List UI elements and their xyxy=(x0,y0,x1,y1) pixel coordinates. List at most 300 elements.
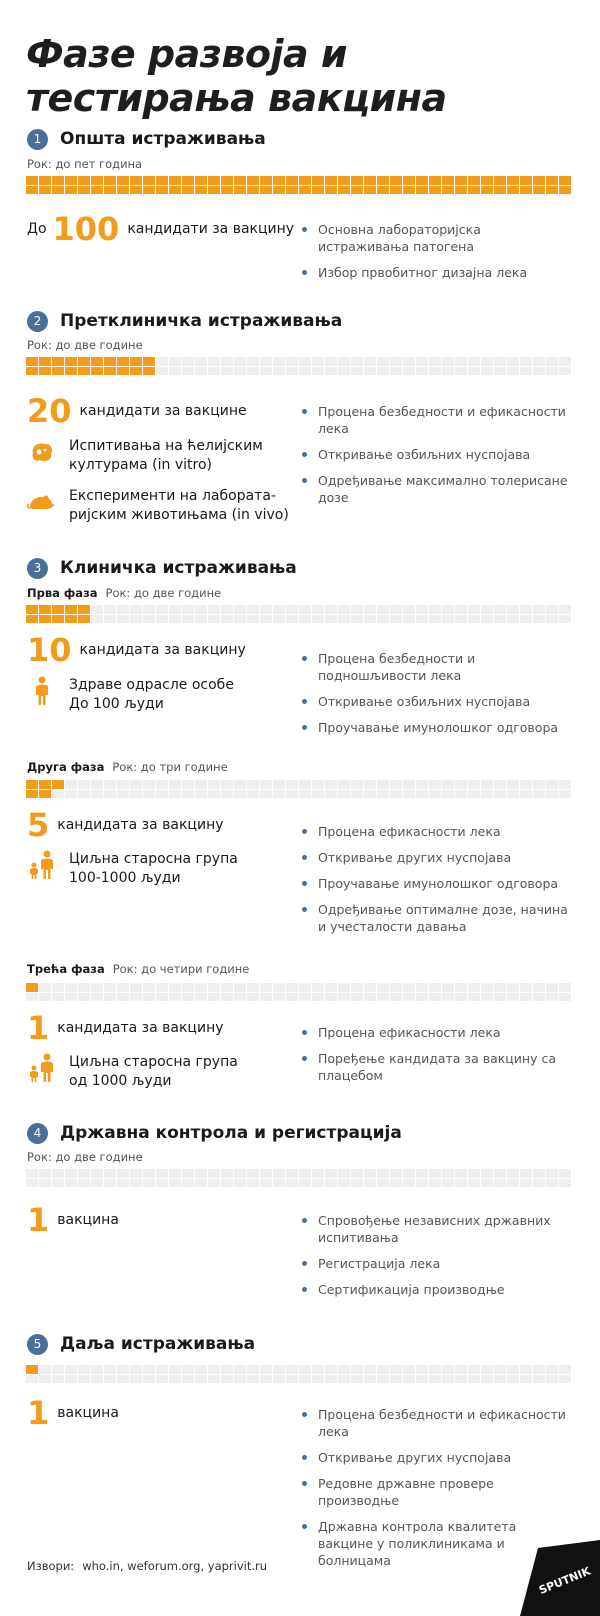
grid-cell xyxy=(273,780,285,789)
count-number: 20 xyxy=(27,392,72,430)
grid-cell xyxy=(143,186,155,195)
grid-cell xyxy=(26,176,38,185)
grid-cell xyxy=(325,357,337,366)
grid-cell xyxy=(351,780,363,789)
grid-cell xyxy=(234,186,246,195)
logo-text: SPUTNIK xyxy=(537,1564,593,1597)
grid-cell xyxy=(338,993,350,1002)
grid-cell xyxy=(260,605,272,614)
grid-cell xyxy=(286,357,298,366)
grid-cell xyxy=(494,605,506,614)
count-label: вакцина xyxy=(57,1212,119,1228)
grid-cell xyxy=(377,1169,389,1178)
grid-cell xyxy=(208,780,220,789)
grid-cell xyxy=(455,357,467,366)
grid-cell xyxy=(104,605,116,614)
grid-cell xyxy=(364,1169,376,1178)
grid-cell xyxy=(546,186,558,195)
list-item: Редовне државне провере производње xyxy=(302,1475,572,1509)
sputnik-logo xyxy=(520,1540,600,1616)
grid-cell xyxy=(221,367,233,376)
grid-cell xyxy=(286,1179,298,1188)
sources xyxy=(27,1559,267,1573)
grid-cell xyxy=(390,1365,402,1374)
grid-cell xyxy=(78,983,90,992)
grid-cell xyxy=(78,176,90,185)
term-label: Рок: до пет година xyxy=(27,157,143,171)
grid-cell xyxy=(208,983,220,992)
grid-cell xyxy=(286,1169,298,1178)
grid-cell xyxy=(507,983,519,992)
grid-cell xyxy=(429,780,441,789)
grid-cell xyxy=(325,367,337,376)
participant-group xyxy=(27,1053,239,1091)
grid-cell xyxy=(429,983,441,992)
grid-cell xyxy=(39,615,51,624)
grid-cell xyxy=(312,993,324,1002)
grid-cell xyxy=(117,1375,129,1384)
phase-name: Трећа фаза xyxy=(27,962,105,976)
grid-cell xyxy=(234,1169,246,1178)
grid-cell xyxy=(364,780,376,789)
grid-cell xyxy=(468,983,480,992)
grid-cell xyxy=(325,993,337,1002)
grid-cell xyxy=(273,605,285,614)
grid-cell xyxy=(143,993,155,1002)
grid-cell xyxy=(260,357,272,366)
grid-cell xyxy=(156,1375,168,1384)
grid-cell xyxy=(286,993,298,1002)
grid-cell xyxy=(208,176,220,185)
grid-cell xyxy=(468,186,480,195)
grid-cell xyxy=(65,1169,77,1178)
grid-cell xyxy=(221,1365,233,1374)
grid-cell xyxy=(429,186,441,195)
grid-cell xyxy=(104,1169,116,1178)
list-item: Процена ефикасности лека xyxy=(302,823,572,840)
grid-cell xyxy=(507,1375,519,1384)
grid-cell xyxy=(533,186,545,195)
grid-cell xyxy=(364,186,376,195)
grid-cell xyxy=(247,186,259,195)
grid-cell xyxy=(364,176,376,185)
grid-cell xyxy=(156,1179,168,1188)
grid-cell xyxy=(286,605,298,614)
step-badge: 3 xyxy=(27,558,48,579)
grid-cell xyxy=(559,780,571,789)
grid-cell xyxy=(494,1365,506,1374)
list-item: Поређење кандидата за вакцину са плацебом xyxy=(302,1050,572,1084)
grid-cell xyxy=(455,1169,467,1178)
grid-cell xyxy=(312,605,324,614)
grid-cell xyxy=(364,790,376,799)
grid-cell xyxy=(325,1169,337,1178)
grid-cell xyxy=(39,1375,51,1384)
grid-cell xyxy=(91,1179,103,1188)
grid-cell xyxy=(78,186,90,195)
grid-cell xyxy=(481,176,493,185)
grid-cell xyxy=(221,790,233,799)
grid-cell xyxy=(273,790,285,799)
grid-cell xyxy=(520,605,532,614)
grid-cell xyxy=(338,176,350,185)
grid-cell xyxy=(26,780,38,789)
grid-cell xyxy=(104,1365,116,1374)
grid-cell xyxy=(286,615,298,624)
grid-cell xyxy=(65,186,77,195)
grid-cell xyxy=(377,1179,389,1188)
adult-person-icon xyxy=(27,676,57,706)
cell-culture-icon xyxy=(27,437,57,467)
grid-cell xyxy=(312,176,324,185)
grid-cell xyxy=(234,1375,246,1384)
grid-cell xyxy=(325,605,337,614)
grid-cell xyxy=(169,605,181,614)
grid-cell xyxy=(325,780,337,789)
grid-cell xyxy=(416,983,428,992)
grid-cell xyxy=(208,615,220,624)
grid-cell xyxy=(39,367,51,376)
list-item: Процена безбедности и ефикасности лека xyxy=(302,1406,572,1440)
grid-cell xyxy=(273,186,285,195)
grid-cell xyxy=(39,1365,51,1374)
grid-cell xyxy=(455,983,467,992)
grid-cell xyxy=(364,1179,376,1188)
grid-cell xyxy=(39,790,51,799)
grid-cell xyxy=(377,605,389,614)
grid-cell xyxy=(377,993,389,1002)
grid-cell xyxy=(390,176,402,185)
grid-cell xyxy=(468,615,480,624)
grid-cell xyxy=(91,1375,103,1384)
grid-cell xyxy=(468,1169,480,1178)
grid-cell xyxy=(325,790,337,799)
grid-cell xyxy=(195,367,207,376)
grid-cell xyxy=(468,176,480,185)
grid-cell xyxy=(260,993,272,1002)
grid-cell xyxy=(234,605,246,614)
grid-cell xyxy=(390,1375,402,1384)
grid-cell xyxy=(143,357,155,366)
grid-cell xyxy=(117,790,129,799)
grid-cell xyxy=(364,357,376,366)
grid-cell xyxy=(182,615,194,624)
grid-cell xyxy=(182,186,194,195)
grid-cell xyxy=(442,605,454,614)
grid-cell xyxy=(195,780,207,789)
phase-1-header xyxy=(27,586,221,600)
grid-cell xyxy=(377,357,389,366)
grid-cell xyxy=(546,176,558,185)
grid-cell xyxy=(156,186,168,195)
grid-cell xyxy=(559,605,571,614)
count-number: 5 xyxy=(27,806,50,844)
grid-cell xyxy=(234,1179,246,1188)
grid-cell xyxy=(403,780,415,789)
grid-cell xyxy=(507,186,519,195)
grid-cell xyxy=(182,1179,194,1188)
grid-cell xyxy=(52,780,64,789)
step-badge: 1 xyxy=(27,129,48,150)
grid-cell xyxy=(559,790,571,799)
grid-cell xyxy=(91,1365,103,1374)
grid-cell xyxy=(26,1169,38,1178)
grid-cell xyxy=(247,983,259,992)
grid-cell xyxy=(104,790,116,799)
grid-cell xyxy=(130,993,142,1002)
lab-mouse-icon xyxy=(27,487,57,517)
grid-cell xyxy=(468,1179,480,1188)
grid-cell xyxy=(286,983,298,992)
grid-cell xyxy=(208,1375,220,1384)
grid-cell xyxy=(403,983,415,992)
grid-cell xyxy=(208,790,220,799)
count-label: кандидати за вакцину xyxy=(127,221,295,237)
grid-cell xyxy=(377,186,389,195)
grid-cell xyxy=(533,357,545,366)
grid-cell xyxy=(52,176,64,185)
grid-cell xyxy=(156,993,168,1002)
grid-cell xyxy=(429,605,441,614)
grid-cell xyxy=(338,1365,350,1374)
grid-cell xyxy=(429,357,441,366)
grid-cell xyxy=(481,790,493,799)
grid-cell xyxy=(416,790,428,799)
grid-cell xyxy=(481,1375,493,1384)
grid-cell xyxy=(65,983,77,992)
grid-cell xyxy=(156,1169,168,1178)
grid-cell xyxy=(481,615,493,624)
count-label: кандидата за вакцину xyxy=(57,1020,224,1036)
grid-cell xyxy=(286,176,298,185)
list-item: Откривање озбиљних нуспојава xyxy=(302,693,572,710)
grid-cell xyxy=(455,1179,467,1188)
grid-cell xyxy=(403,186,415,195)
grid-cell xyxy=(312,1375,324,1384)
grid-cell xyxy=(104,615,116,624)
grid-cell xyxy=(377,367,389,376)
count-prefix: До xyxy=(27,221,47,237)
grid-cell xyxy=(312,1365,324,1374)
grid-cell xyxy=(130,790,142,799)
phase-3-header xyxy=(27,962,249,976)
grid-cell xyxy=(442,367,454,376)
grid-cell xyxy=(533,790,545,799)
grid-cell xyxy=(351,176,363,185)
grid-cell xyxy=(351,186,363,195)
grid-cell xyxy=(533,780,545,789)
grid-cell xyxy=(494,1375,506,1384)
grid-cell xyxy=(169,615,181,624)
grid-cell xyxy=(195,357,207,366)
grid-cell xyxy=(182,790,194,799)
grid-cell xyxy=(273,357,285,366)
grid-cell xyxy=(260,615,272,624)
grid-cell xyxy=(364,1375,376,1384)
grid-cell xyxy=(507,357,519,366)
grid-cell xyxy=(494,780,506,789)
grid-cell xyxy=(312,615,324,624)
grid-cell xyxy=(494,1179,506,1188)
grid-cell xyxy=(78,1365,90,1374)
grid-cell xyxy=(442,186,454,195)
grid-cell xyxy=(351,983,363,992)
grid-cell xyxy=(78,1375,90,1384)
step-badge: 2 xyxy=(27,311,48,332)
grid-cell xyxy=(65,780,77,789)
grid-cell xyxy=(104,367,116,376)
grid-cell xyxy=(299,1365,311,1374)
candidate-count xyxy=(27,394,247,428)
grid-cell xyxy=(195,790,207,799)
grid-cell xyxy=(312,780,324,789)
candidate-count xyxy=(27,212,294,246)
grid-cell xyxy=(91,615,103,624)
grid-cell xyxy=(468,993,480,1002)
grid-cell xyxy=(169,186,181,195)
grid-cell xyxy=(507,1179,519,1188)
progress-grid xyxy=(26,983,572,1001)
grid-cell xyxy=(182,993,194,1002)
grid-cell xyxy=(377,615,389,624)
grid-cell xyxy=(481,983,493,992)
grid-cell xyxy=(455,993,467,1002)
list-item: Одређивање максимално толерисане дозе xyxy=(302,472,572,506)
grid-cell xyxy=(130,605,142,614)
grid-cell xyxy=(520,1179,532,1188)
grid-cell xyxy=(39,1179,51,1188)
grid-cell xyxy=(195,993,207,1002)
grid-cell xyxy=(78,367,90,376)
grid-cell xyxy=(416,176,428,185)
grid-cell xyxy=(52,186,64,195)
grid-cell xyxy=(494,357,506,366)
grid-cell xyxy=(65,605,77,614)
sources-label: Извори: xyxy=(27,1559,75,1573)
grid-cell xyxy=(442,1179,454,1188)
progress-grid xyxy=(26,357,572,375)
participant-group xyxy=(27,676,239,714)
grid-cell xyxy=(78,993,90,1002)
count-number: 1 xyxy=(27,1009,50,1047)
grid-cell xyxy=(260,983,272,992)
grid-cell xyxy=(130,780,142,789)
grid-cell xyxy=(507,993,519,1002)
grid-cell xyxy=(39,176,51,185)
grid-cell xyxy=(377,1375,389,1384)
grid-cell xyxy=(559,176,571,185)
grid-cell xyxy=(143,780,155,789)
activity-list xyxy=(302,1024,572,1093)
grid-cell xyxy=(533,1365,545,1374)
grid-cell xyxy=(221,993,233,1002)
grid-cell xyxy=(247,1179,259,1188)
grid-cell xyxy=(559,1169,571,1178)
progress-grid xyxy=(26,1169,572,1187)
grid-cell xyxy=(52,357,64,366)
grid-cell xyxy=(65,1365,77,1374)
grid-cell xyxy=(221,357,233,366)
grid-cell xyxy=(91,983,103,992)
grid-cell xyxy=(481,780,493,789)
grid-cell xyxy=(39,186,51,195)
grid-cell xyxy=(221,1169,233,1178)
grid-cell xyxy=(208,1169,220,1178)
grid-cell xyxy=(65,1375,77,1384)
grid-cell xyxy=(117,605,129,614)
grid-cell xyxy=(546,790,558,799)
grid-cell xyxy=(273,983,285,992)
grid-cell xyxy=(520,186,532,195)
grid-cell xyxy=(299,186,311,195)
grid-cell xyxy=(520,357,532,366)
grid-cell xyxy=(247,357,259,366)
grid-cell xyxy=(312,790,324,799)
grid-cell xyxy=(104,780,116,789)
grid-cell xyxy=(260,1365,272,1374)
grid-cell xyxy=(169,780,181,789)
grid-cell xyxy=(156,367,168,376)
grid-cell xyxy=(377,983,389,992)
grid-cell xyxy=(455,186,467,195)
grid-cell xyxy=(338,367,350,376)
grid-cell xyxy=(338,357,350,366)
grid-cell xyxy=(377,790,389,799)
section-title: Државна контрола и регистрација xyxy=(60,1123,402,1143)
grid-cell xyxy=(403,1365,415,1374)
grid-cell xyxy=(273,1375,285,1384)
grid-cell xyxy=(117,1365,129,1374)
grid-cell xyxy=(39,605,51,614)
grid-cell xyxy=(143,176,155,185)
list-item: Проучавање имунолошког одговора xyxy=(302,875,572,892)
grid-cell xyxy=(143,1179,155,1188)
grid-cell xyxy=(312,1169,324,1178)
grid-cell xyxy=(130,983,142,992)
grid-cell xyxy=(130,1365,142,1374)
grid-cell xyxy=(390,780,402,789)
grid-cell xyxy=(247,176,259,185)
grid-cell xyxy=(442,983,454,992)
grid-cell xyxy=(208,1365,220,1374)
grid-cell xyxy=(403,367,415,376)
grid-cell xyxy=(130,176,142,185)
list-item: Спровођење независних државних испитивања xyxy=(302,1212,572,1246)
grid-cell xyxy=(468,367,480,376)
grid-cell xyxy=(156,357,168,366)
grid-cell xyxy=(533,983,545,992)
grid-cell xyxy=(117,186,129,195)
grid-cell xyxy=(468,1375,480,1384)
section-3-header xyxy=(27,556,297,580)
grid-cell xyxy=(507,605,519,614)
grid-cell xyxy=(416,993,428,1002)
grid-cell xyxy=(143,367,155,376)
grid-cell xyxy=(260,1375,272,1384)
grid-cell xyxy=(39,780,51,789)
condition-text: Експерименти на лабората-ријским животињама (in vivo) xyxy=(69,488,289,523)
grid-cell xyxy=(104,176,116,185)
activity-list xyxy=(302,403,572,515)
group-text: Циљна старосна група 100-1000 људи xyxy=(69,851,238,886)
grid-cell xyxy=(208,186,220,195)
grid-cell xyxy=(260,176,272,185)
grid-cell xyxy=(26,1375,38,1384)
grid-cell xyxy=(156,605,168,614)
grid-cell xyxy=(117,1179,129,1188)
grid-cell xyxy=(26,1365,38,1374)
count-number: 1 xyxy=(27,1394,50,1432)
